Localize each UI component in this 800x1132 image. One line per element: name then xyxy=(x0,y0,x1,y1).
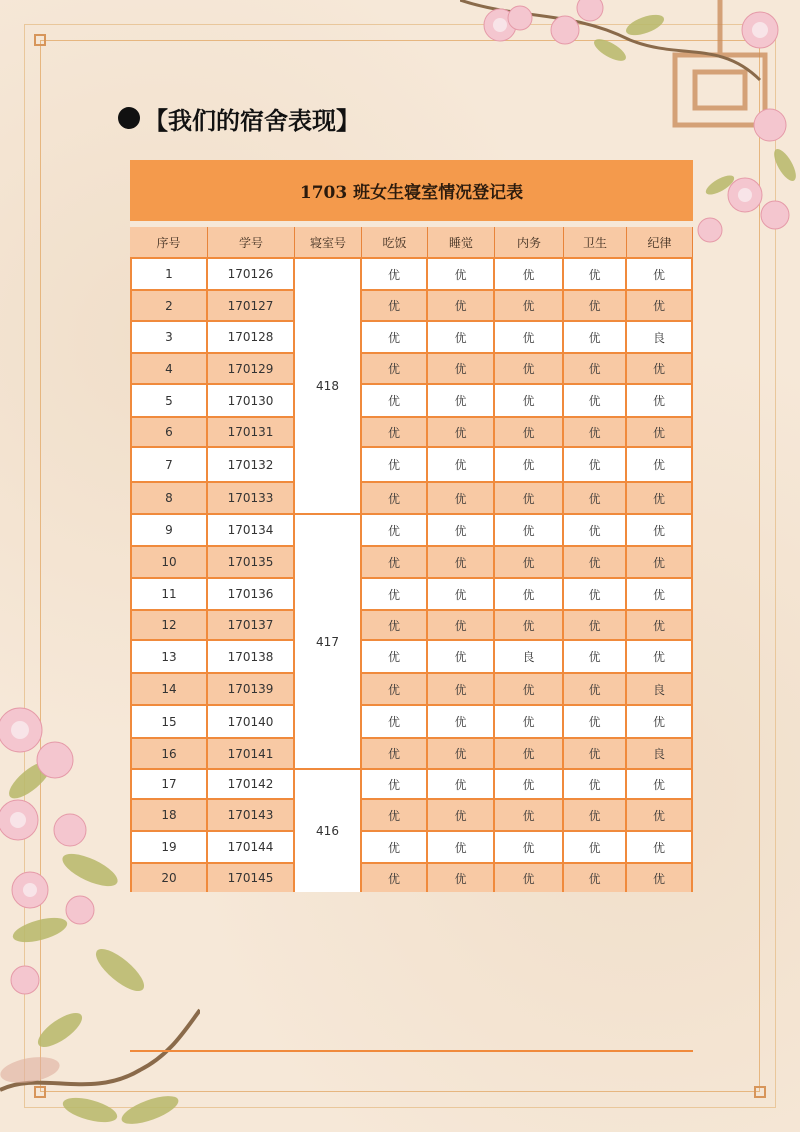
cell-discipline: 优 xyxy=(627,416,693,446)
cell-index: 11 xyxy=(130,577,208,609)
cell-chores: 优 xyxy=(495,672,564,704)
cell-chores: 优 xyxy=(495,862,564,892)
cell-discipline: 优 xyxy=(627,768,693,798)
cell-index: 1 xyxy=(130,257,208,289)
cell-student-id: 170141 xyxy=(208,737,295,768)
cell-eating: 优 xyxy=(362,545,428,577)
cell-chores: 优 xyxy=(495,798,564,830)
cell-chores: 优 xyxy=(495,737,564,768)
cell-eating: 优 xyxy=(362,737,428,768)
cell-chores: 优 xyxy=(495,481,564,513)
cell-student-id: 170139 xyxy=(208,672,295,704)
cell-student-id: 170133 xyxy=(208,481,295,513)
cell-eating: 优 xyxy=(362,609,428,639)
cell-hygiene: 优 xyxy=(564,830,627,862)
cell-eating: 优 xyxy=(362,257,428,289)
header-chores: 内务 xyxy=(495,227,564,257)
cell-discipline: 优 xyxy=(627,481,693,513)
cell-sleeping: 优 xyxy=(428,768,495,798)
cell-hygiene: 优 xyxy=(564,737,627,768)
cell-hygiene: 优 xyxy=(564,862,627,892)
cell-chores: 优 xyxy=(495,545,564,577)
cell-sleeping: 优 xyxy=(428,383,495,416)
section-heading-text: 【我们的宿舍表现】 xyxy=(144,105,360,135)
cell-chores: 良 xyxy=(495,639,564,672)
cell-discipline: 优 xyxy=(627,446,693,481)
cell-discipline: 优 xyxy=(627,798,693,830)
cell-index: 2 xyxy=(130,289,208,320)
cell-eating: 优 xyxy=(362,481,428,513)
cell-eating: 优 xyxy=(362,383,428,416)
cell-hygiene: 优 xyxy=(564,352,627,383)
cell-chores: 优 xyxy=(495,609,564,639)
cell-sleeping: 优 xyxy=(428,352,495,383)
cell-student-id: 170127 xyxy=(208,289,295,320)
cell-chores: 优 xyxy=(495,416,564,446)
section-heading xyxy=(118,101,360,135)
header-index: 序号 xyxy=(130,227,208,257)
cell-sleeping: 优 xyxy=(428,862,495,892)
table-bottom-border xyxy=(130,1050,693,1052)
cell-index: 17 xyxy=(130,768,208,798)
cell-student-id: 170134 xyxy=(208,513,295,545)
cell-sleeping: 优 xyxy=(428,704,495,737)
cell-discipline: 优 xyxy=(627,830,693,862)
cell-student-id: 170138 xyxy=(208,639,295,672)
cell-discipline: 优 xyxy=(627,609,693,639)
cell-eating: 优 xyxy=(362,289,428,320)
cell-student-id: 170143 xyxy=(208,798,295,830)
cell-hygiene: 优 xyxy=(564,416,627,446)
cell-eating: 优 xyxy=(362,577,428,609)
cell-sleeping: 优 xyxy=(428,481,495,513)
cell-index: 13 xyxy=(130,639,208,672)
cell-eating: 优 xyxy=(362,798,428,830)
cell-index: 3 xyxy=(130,320,208,352)
header-room: 寝室号 xyxy=(295,227,362,257)
cell-sleeping: 优 xyxy=(428,320,495,352)
cell-student-id: 170144 xyxy=(208,830,295,862)
cell-eating: 优 xyxy=(362,830,428,862)
cell-sleeping: 优 xyxy=(428,577,495,609)
cell-chores: 优 xyxy=(495,383,564,416)
cell-discipline: 良 xyxy=(627,320,693,352)
cell-index: 10 xyxy=(130,545,208,577)
cell-student-id: 170128 xyxy=(208,320,295,352)
cell-hygiene: 优 xyxy=(564,577,627,609)
cell-discipline: 优 xyxy=(627,289,693,320)
cell-index: 8 xyxy=(130,481,208,513)
bullet-dot-icon xyxy=(118,107,140,129)
cell-student-id: 170136 xyxy=(208,577,295,609)
header-hygiene: 卫生 xyxy=(564,227,627,257)
cell-discipline: 优 xyxy=(627,352,693,383)
cell-hygiene: 优 xyxy=(564,289,627,320)
header-student-id: 学号 xyxy=(208,227,295,257)
cell-chores: 优 xyxy=(495,768,564,798)
cell-hygiene: 优 xyxy=(564,798,627,830)
cell-discipline: 优 xyxy=(627,383,693,416)
cell-chores: 优 xyxy=(495,513,564,545)
cell-sleeping: 优 xyxy=(428,416,495,446)
cell-chores: 优 xyxy=(495,257,564,289)
cell-hygiene: 优 xyxy=(564,257,627,289)
cell-discipline: 优 xyxy=(627,257,693,289)
cell-index: 7 xyxy=(130,446,208,481)
cell-discipline: 优 xyxy=(627,862,693,892)
cell-hygiene: 优 xyxy=(564,768,627,798)
cell-discipline: 良 xyxy=(627,672,693,704)
cell-index: 12 xyxy=(130,609,208,639)
cell-index: 5 xyxy=(130,383,208,416)
cell-student-id: 170142 xyxy=(208,768,295,798)
cell-eating: 优 xyxy=(362,513,428,545)
cell-hygiene: 优 xyxy=(564,446,627,481)
cell-student-id: 170145 xyxy=(208,862,295,892)
cell-student-id: 170126 xyxy=(208,257,295,289)
cell-room-number: 417 xyxy=(295,513,362,768)
cell-discipline: 优 xyxy=(627,704,693,737)
cell-student-id: 170130 xyxy=(208,383,295,416)
cell-index: 18 xyxy=(130,798,208,830)
cell-sleeping: 优 xyxy=(428,513,495,545)
frame-corner-ornament xyxy=(754,1086,766,1098)
cell-student-id: 170140 xyxy=(208,704,295,737)
cell-index: 16 xyxy=(130,737,208,768)
cell-index: 19 xyxy=(130,830,208,862)
cell-chores: 优 xyxy=(495,446,564,481)
cell-index: 20 xyxy=(130,862,208,892)
cell-sleeping: 优 xyxy=(428,737,495,768)
cell-chores: 优 xyxy=(495,289,564,320)
cell-index: 4 xyxy=(130,352,208,383)
cell-discipline: 优 xyxy=(627,513,693,545)
cell-hygiene: 优 xyxy=(564,545,627,577)
cell-index: 9 xyxy=(130,513,208,545)
cell-sleeping: 优 xyxy=(428,672,495,704)
cell-hygiene: 优 xyxy=(564,383,627,416)
cell-sleeping: 优 xyxy=(428,609,495,639)
cell-chores: 优 xyxy=(495,577,564,609)
cell-sleeping: 优 xyxy=(428,798,495,830)
cell-hygiene: 优 xyxy=(564,704,627,737)
cell-eating: 优 xyxy=(362,768,428,798)
cell-index: 6 xyxy=(130,416,208,446)
dorm-record-table xyxy=(130,160,693,892)
cell-discipline: 优 xyxy=(627,545,693,577)
header-eating: 吃饭 xyxy=(362,227,428,257)
cell-sleeping: 优 xyxy=(428,257,495,289)
cell-student-id: 170132 xyxy=(208,446,295,481)
cell-eating: 优 xyxy=(362,446,428,481)
cell-student-id: 170137 xyxy=(208,609,295,639)
cell-chores: 优 xyxy=(495,320,564,352)
cell-eating: 优 xyxy=(362,639,428,672)
cell-hygiene: 优 xyxy=(564,481,627,513)
cell-student-id: 170131 xyxy=(208,416,295,446)
cell-chores: 优 xyxy=(495,830,564,862)
cell-sleeping: 优 xyxy=(428,545,495,577)
cell-index: 14 xyxy=(130,672,208,704)
cell-sleeping: 优 xyxy=(428,289,495,320)
cell-hygiene: 优 xyxy=(564,639,627,672)
cell-room-number: 416 xyxy=(295,768,362,892)
cell-student-id: 170129 xyxy=(208,352,295,383)
cell-chores: 优 xyxy=(495,704,564,737)
cell-eating: 优 xyxy=(362,672,428,704)
cell-room-number: 418 xyxy=(295,257,362,513)
cell-discipline: 良 xyxy=(627,737,693,768)
header-sleeping: 睡觉 xyxy=(428,227,495,257)
cell-hygiene: 优 xyxy=(564,320,627,352)
cell-hygiene: 优 xyxy=(564,609,627,639)
cell-hygiene: 优 xyxy=(564,672,627,704)
cell-chores: 优 xyxy=(495,352,564,383)
cell-hygiene: 优 xyxy=(564,513,627,545)
cell-sleeping: 优 xyxy=(428,639,495,672)
cell-eating: 优 xyxy=(362,704,428,737)
cell-eating: 优 xyxy=(362,862,428,892)
table-title: 1703 班女生寝室情况登记表 xyxy=(130,160,693,221)
cell-discipline: 优 xyxy=(627,577,693,609)
cell-eating: 优 xyxy=(362,416,428,446)
cell-eating: 优 xyxy=(362,352,428,383)
frame-corner-ornament xyxy=(34,34,46,46)
cell-student-id: 170135 xyxy=(208,545,295,577)
cell-index: 15 xyxy=(130,704,208,737)
header-discipline: 纪律 xyxy=(627,227,693,257)
cell-sleeping: 优 xyxy=(428,830,495,862)
cell-sleeping: 优 xyxy=(428,446,495,481)
cell-eating: 优 xyxy=(362,320,428,352)
cell-discipline: 优 xyxy=(627,639,693,672)
